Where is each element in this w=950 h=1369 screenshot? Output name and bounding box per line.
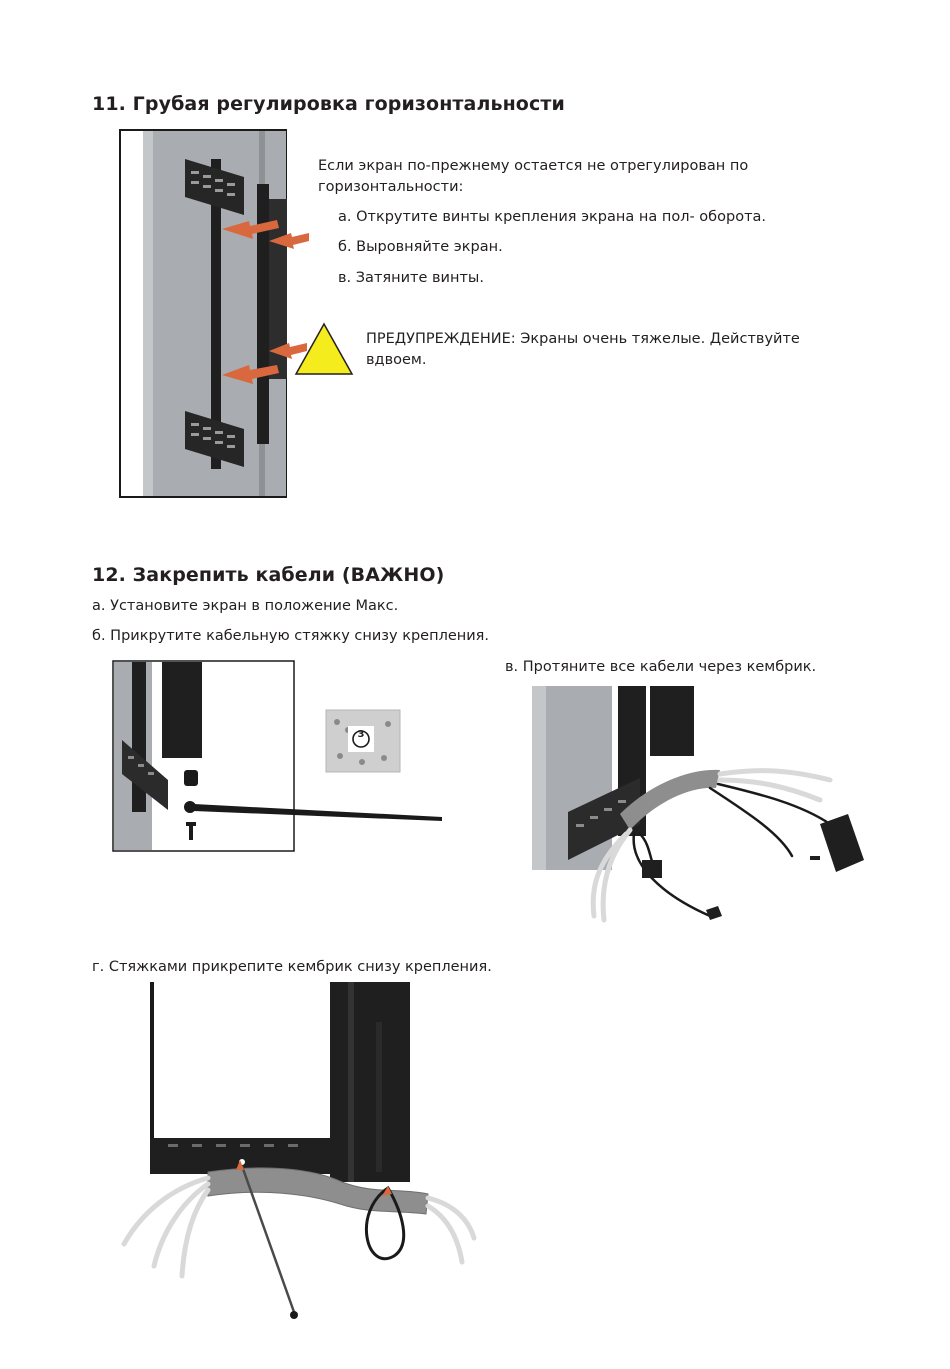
section-12-step-b: б. Прикрутите кабельную стяжку снизу крепления. [92,628,489,644]
section-12-step-c: в. Протяните все кабели через кембрик. [505,659,817,675]
cable-sleeve-figure [530,684,870,944]
warning-triangle-icon [293,321,355,377]
section-12-step-a: а. Установите экран в положение Макс. [92,598,399,614]
section-11-step-b: б. Выровняйте экран. [338,239,503,255]
section-11-intro: Если экран по-прежнему остается не отрегулирован по горизонтальности: [318,158,749,195]
section-11-title: 11. Грубая регулировка горизонтальности [92,93,565,115]
cable-tie-figure [112,660,452,855]
section-12-title: 12. Закрепить кабели (ВАЖНО) [92,564,445,586]
section-11-step-c: в. Затяните винты. [338,270,484,286]
section-12-step-d: г. Стяжками прикрепите кембрик снизу крепления. [92,959,492,975]
sleeve-tie-illustration [112,982,487,1322]
section-11-step-a: а. Открутите винты крепления экрана на пол- оборота. [338,209,767,225]
bag-label: 3 [357,729,365,740]
cable-tie-illustration [112,660,452,855]
leveling-figure [119,129,309,499]
cable-sleeve-illustration [530,684,870,944]
leveling-illustration [119,129,309,499]
sleeve-tie-figure [112,982,487,1322]
section-11-warning: ПРЕДУПРЕЖДЕНИЕ: Экраны очень тяжелые. Действуйте вдвоем. [366,331,800,368]
